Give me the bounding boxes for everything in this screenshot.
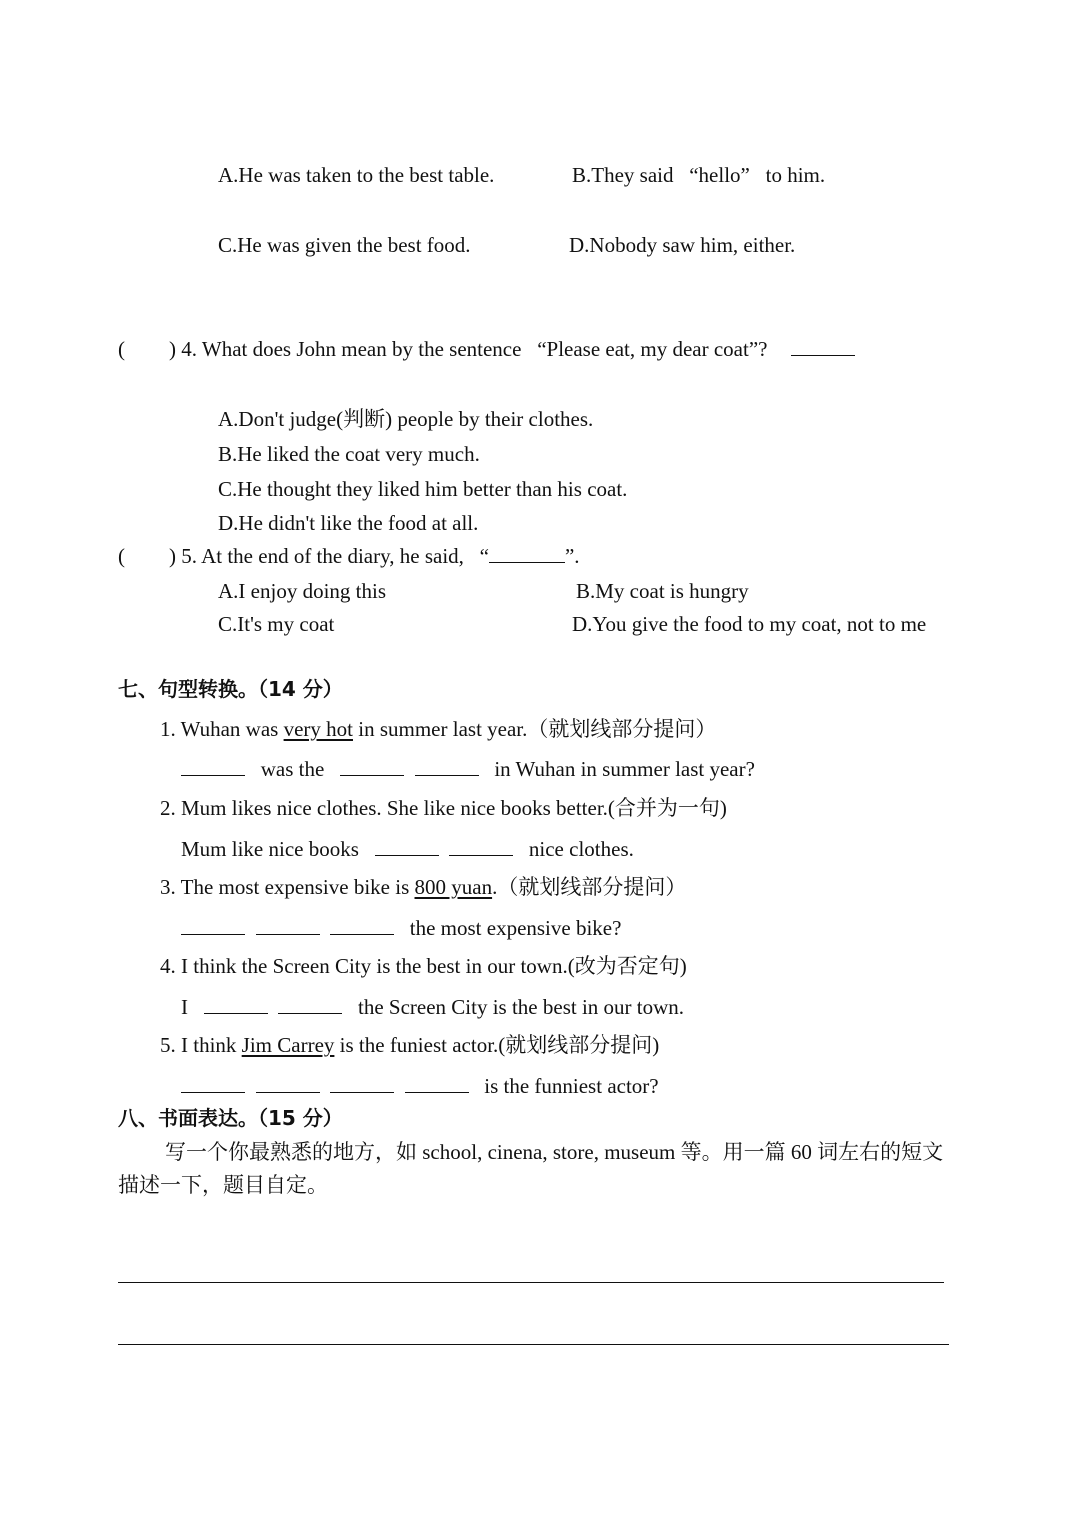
section8-prompt-line1: 写一个你最熟悉的地方，如 school, cinena, store, museum 等。用一篇 60 词左右的短文 [165,1140,944,1164]
s7-item2-answer [181,836,634,862]
s7-item5-pre: 5. I think [160,1033,237,1057]
q3-option-b-post: to him. [765,163,826,187]
q4-paren-open: ( [118,337,125,361]
answer-blank[interactable] [256,1074,320,1093]
answer-blank[interactable] [340,757,404,776]
s7-item5-answer [181,1073,659,1099]
s7-item3-answer-end: the most expensive bike? [409,916,622,940]
s7-item5-post: is the funiest actor.(就划线部分提问) [339,1033,660,1057]
s7-item3-pre: 3. The most expensive bike is [160,875,410,899]
q3-option-c: C.He was given the best food. [218,233,471,257]
q5-option-d: D.You give the food to my coat, not to me [572,612,927,636]
answer-blank[interactable] [330,1074,394,1093]
answer-blank[interactable] [181,1074,245,1093]
q3-option-b-quote: “hello” [689,163,750,187]
answer-blank[interactable] [375,837,439,856]
s7-item3-answer [181,915,621,941]
q5-paren-close: ) [169,544,176,568]
s7-item4-answer [181,994,684,1020]
answer-blank[interactable] [204,995,268,1014]
q4-quote: “Please eat, my dear coat”? [537,337,768,361]
q4-option-d: D.He didn't like the food at all. [218,511,479,535]
s7-item1-answer-mid: was the [260,757,325,781]
s7-item1-answer [181,756,755,782]
q3-option-a: A.He was taken to the best table. [218,163,495,187]
answer-blank[interactable] [330,916,394,935]
section8-title: 八、书面表达。（15 分） [118,1106,343,1130]
q5-open-quote: “ [479,544,489,568]
q3-option-b [572,162,825,188]
s7-item1-pre: 1. Wuhan was [160,717,279,741]
q4-option-a: A.Don't judge(判断) people by their clothes. [218,407,594,431]
q4-stem: 4. What does John mean by the sentence [181,337,522,361]
answer-blank[interactable] [278,995,342,1014]
answer-blank[interactable] [415,757,479,776]
q5-close-quote: ”. [564,544,580,568]
s7-item5-answer-end: is the funniest actor? [484,1074,659,1098]
q4-paren-close: ) [169,337,176,361]
q5-option-b: B.My coat is hungry [576,579,749,603]
answer-blank[interactable] [256,916,320,935]
answer-blank[interactable] [181,757,245,776]
s7-item2-question: 2. Mum likes nice clothes. She like nice books better.(合并为一句) [160,796,727,820]
writing-line[interactable] [118,1344,949,1345]
q3-option-d: D.Nobody saw him, either. [569,233,796,257]
s7-item2-answer-pre: Mum like nice books [181,837,359,861]
s7-item1-question [160,716,716,742]
answer-blank[interactable] [449,837,513,856]
s7-item1-underlined: very hot [283,717,353,741]
s7-item3-post: .（就划线部分提问） [492,875,687,899]
q4-answer-blank[interactable] [791,337,855,356]
s7-item4-answer-pre: I [181,995,188,1019]
writing-line[interactable] [118,1282,944,1283]
q5-option-a: A.I enjoy doing this [218,579,386,603]
section7-title: 七、句型转换。（14 分） [118,677,343,701]
q3-option-b-pre: B.They said [572,163,674,187]
q5-option-c: C.It's my coat [218,612,335,636]
q5-question [118,543,580,569]
s7-item5-underlined: Jim Carrey [241,1033,335,1057]
s7-item2-answer-end: nice clothes. [528,837,634,861]
s7-item1-post: in summer last year.（就划线部分提问） [358,717,717,741]
s7-item4-answer-end: the Screen City is the best in our town. [358,995,685,1019]
s7-item3-underlined: 800 yuan [414,875,493,899]
q5-answer-blank[interactable] [489,544,565,563]
answer-blank[interactable] [405,1074,469,1093]
s7-item3-question [160,874,686,900]
s7-item5-question [160,1032,659,1058]
q5-stem: 5. At the end of the diary, he said, [181,544,464,568]
q4-option-b: B.He liked the coat very much. [218,442,480,466]
q4-question [118,336,855,362]
q5-paren-open: ( [118,544,125,568]
s7-item1-answer-end: in Wuhan in summer last year? [494,757,755,781]
answer-blank[interactable] [181,916,245,935]
q4-option-c: C.He thought they liked him better than his coat. [218,477,628,501]
section8-prompt-line2: 描述一下，题目自定。 [118,1173,328,1197]
s7-item4-question: 4. I think the Screen City is the best in our town.(改为否定句) [160,954,687,978]
